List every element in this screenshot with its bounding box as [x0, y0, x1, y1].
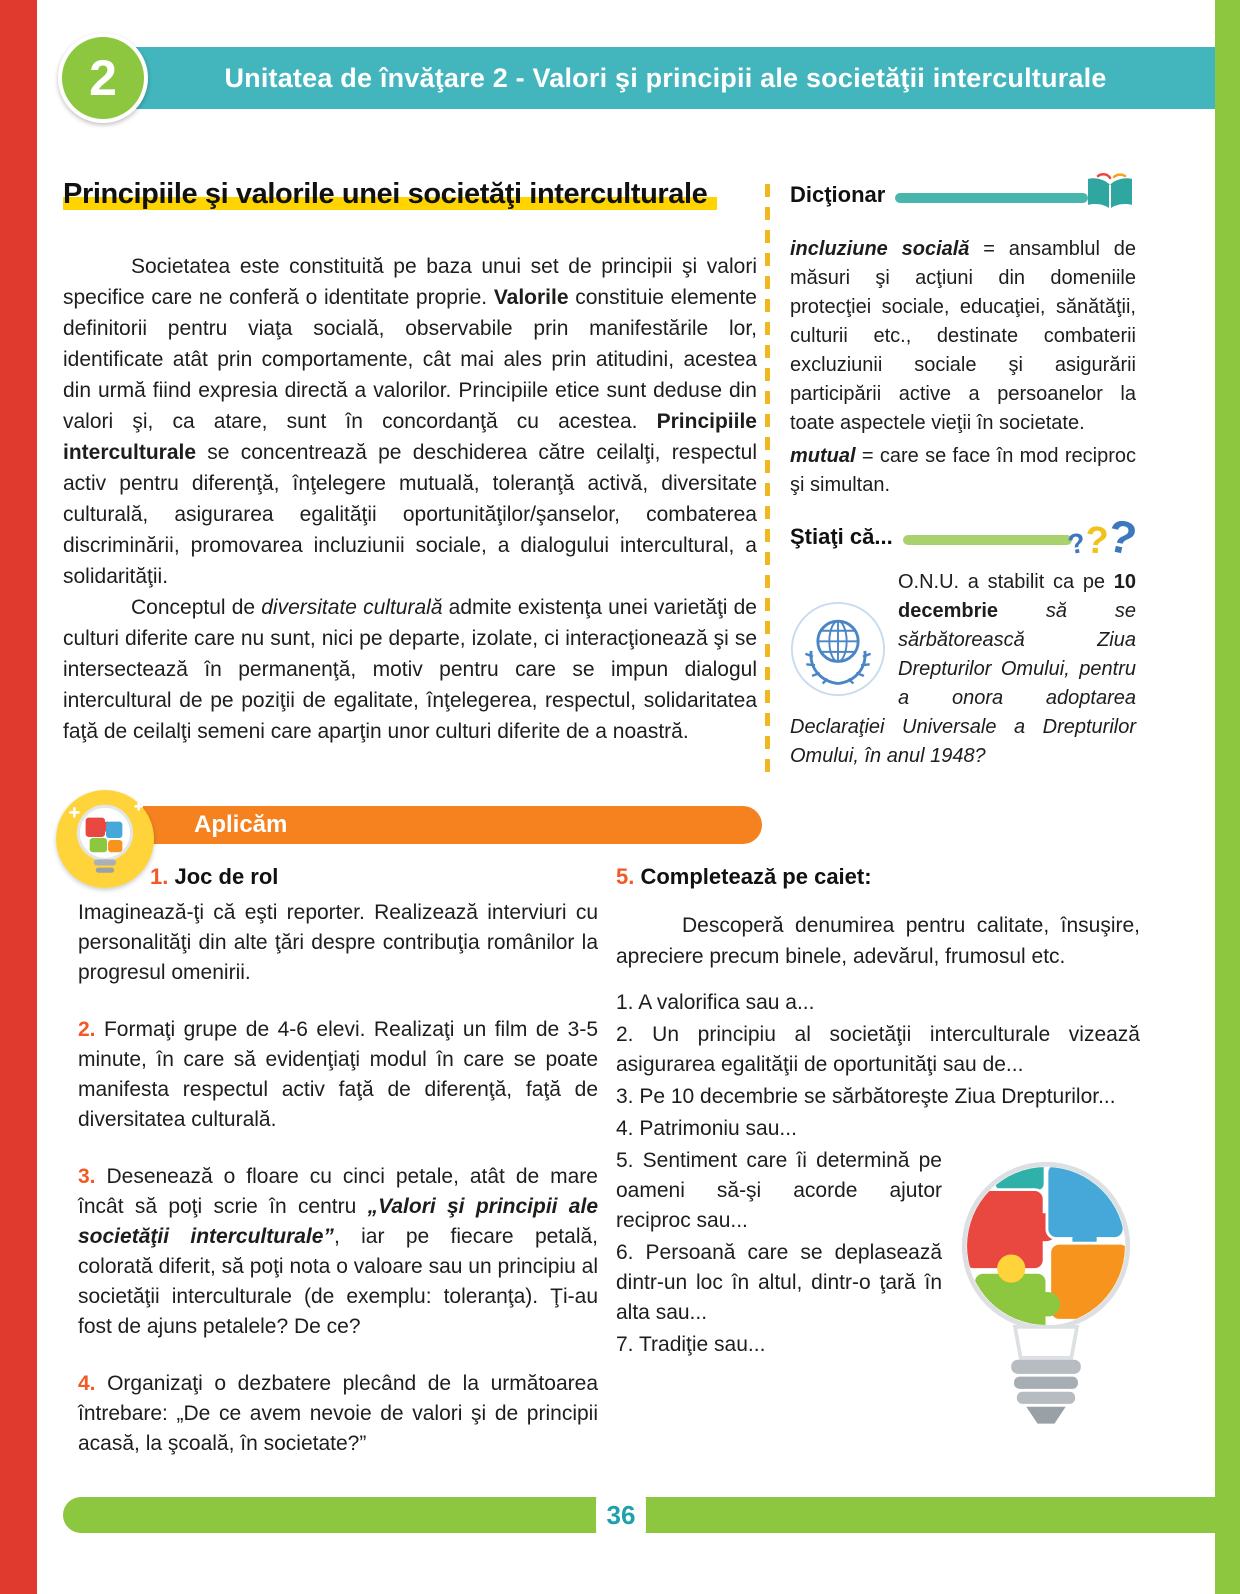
did-you-know-body [790, 568, 1136, 771]
lesson-body [63, 251, 757, 747]
exercise-1-text: Imaginează-ţi că eşti reporter. Realizează interviuri cu personalităţi din alte ţări despre contribuţia românilor la progresul omenirii. [78, 901, 598, 984]
exercise-5-item: 4. Patrimoniu sau... [616, 1117, 797, 1140]
exercise-3-number: 3. [78, 1165, 96, 1188]
exercise-1-label: Joc de rol [174, 864, 279, 889]
lesson-paragraph-2: Conceptul de diversitate culturală admite existenţa unei varietăţi de culturi diferite care nu sunt, nici pe departe, izolate, ci interacţionează şi se intersectează în permanenţă, motiv pentru care se impun dialogul intercultural de pe poziţii de egalitate, înţelegerea, respectul, solidaritatea faţă de ceilalţi semeni care aparţin unor culturi diferite de a noastră. [63, 596, 757, 743]
apply-banner-label: Aplicăm [194, 811, 288, 838]
lesson-title-text: Principiile şi valorile unei societăţi interculturale [63, 178, 717, 210]
lesson-title [63, 178, 763, 211]
exercise-5-item: 3. Pe 10 decembrie se sărbătoreşte Ziua Drepturilor... [616, 1085, 1116, 1108]
dictionary-entry: mutual = care se face în mod reciproc şi simultan. [790, 445, 1136, 496]
exercise-1 [78, 864, 598, 988]
unit-number-badge [58, 33, 148, 123]
exercise-5-item: 2. Un principiu al societăţii interculturale vizează asigurarea egalităţii de oportunităţi sau de... [616, 1023, 1140, 1076]
exercise-5-item: 5. Sentiment care îi determină pe oameni să-şi acorde ajutor reciproc sau... [616, 1149, 942, 1232]
page-number: 36 [606, 1499, 636, 1530]
unit-number: 2 [89, 50, 117, 106]
exercise-5-item: 7. Tradiţie sau... [616, 1333, 766, 1356]
apply-banner [100, 806, 762, 844]
exercise-5-heading [616, 864, 1140, 890]
exercise-5-label: Completează pe caiet: [640, 864, 872, 889]
unit-header [116, 47, 1215, 109]
dashed-divider [765, 184, 770, 778]
exercise-4 [78, 1369, 598, 1459]
exercises-right-column [616, 864, 1140, 1486]
exercise-2-number: 2. [78, 1018, 96, 1041]
did-you-know-heading-row [790, 508, 1142, 566]
exercise-4-number: 4. [78, 1372, 96, 1395]
exercise-1-number: 1. [150, 864, 169, 889]
did-you-know-heading: Ştiaţi că... [790, 524, 893, 549]
right-accent-bar [1215, 0, 1240, 1594]
exercises-section [78, 864, 1140, 1486]
exercise-5-intro: Descoperă denumirea pentru calitate, însuşire, apreciere precum binele, adevărul, frumosul etc. [616, 914, 1140, 968]
left-accent-bar [0, 0, 37, 1594]
exercise-2 [78, 1015, 598, 1135]
page-number-badge [596, 1490, 646, 1540]
unit-header-title: Unitatea de învăţare 2 - Valori şi principii ale societăţii interculturale [224, 62, 1107, 93]
did-you-know-rule [903, 535, 1072, 545]
book-icon [1084, 172, 1136, 217]
exercise-4-text: Organizaţi o dezbatere plecând de la următoarea întrebare: „De ce avem nevoie de valori şi de principii acasă, la şcoală, în societate?” [78, 1372, 598, 1455]
question-marks-icon: ??? [1064, 508, 1142, 566]
un-emblem-icon [790, 598, 886, 700]
exercise-5-items [616, 988, 1140, 1360]
exercise-2-text: Formaţi grupe de 4-6 elevi. Realizaţi un film de 3-5 minute, în care să evidenţiaţi modul în care se poate manifesta respectul activ faţă de diferenţă, faţă de diversitatea culturală. [78, 1018, 598, 1131]
dictionary-entry: incluziune socială = ansamblul de măsuri şi acţiuni din domeniile protecţiei sociale, educaţiei, sănătăţii, culturii etc., destinate combaterii excluziunii sociale şi asigurării participării active a persoanelor la toate aspectele vieţii în societate. [790, 238, 1136, 434]
exercise-5-item: 1. A valorifica sau a... [616, 991, 815, 1014]
lightbulb-puzzle-illustration [952, 1152, 1140, 1434]
exercise-5-item: 6. Persoană care se deplasează dintr-un loc în altul, dintr-o ţară în alta sau... [616, 1241, 942, 1324]
dictionary-heading-row [790, 172, 1136, 217]
exercise-5-number: 5. [616, 864, 635, 889]
exercises-left-column [78, 864, 598, 1486]
sidebar [790, 172, 1142, 771]
dictionary-heading: Dicţionar [790, 181, 886, 207]
dictionary-rule [895, 193, 1088, 203]
exercise-3 [78, 1162, 598, 1342]
exercise-3-text: Desenează o floare cu cinci petale, atât de mare încât să poţi scrie în centru „Valori şi principii ale societăţii interculturale”, iar pe fiecare petală, colorată diferit, să poţi nota o valoare sau un principiu al societăţii interculturale (de exemplu: toleranţa). Ţi-au fost de ajuns petalele? De ce? [78, 1165, 599, 1338]
lesson-paragraph-1: Societatea este constituită pe baza unui set de principii şi valori specifice care ne conferă o identitate proprie. Valorile constituie elemente definitorii pentru viaţa socială, observabile prin manifestările lor, identificate atât prin comportamente, cât mai ales prin atitudini, acestea din urmă fiind expresia directă a valorilor. Principiile etice sunt deduse din valori şi, ca atare, sunt în concordanţă cu acestea. Principiile interculturale se concentrează pe deschiderea către ceilalţi, respectul activ pentru diferenţă, înţelegere mutuală, toleranţă activă, diversitate culturală, asigurarea egalităţii oportunităţilor/şanselor, combaterea discriminării, promovarea incluziunii sociale, a dialogului intercultural, a solidarităţii. [63, 255, 757, 588]
did-you-know-text: O.N.U. a stabilit ca pe 10 decembrie să se sărbătorească Ziua Drepturilor Omului, pentru a onora adoptarea Declaraţiei Universale a Drepturilor Omului, în anul 1948? [790, 571, 1136, 767]
